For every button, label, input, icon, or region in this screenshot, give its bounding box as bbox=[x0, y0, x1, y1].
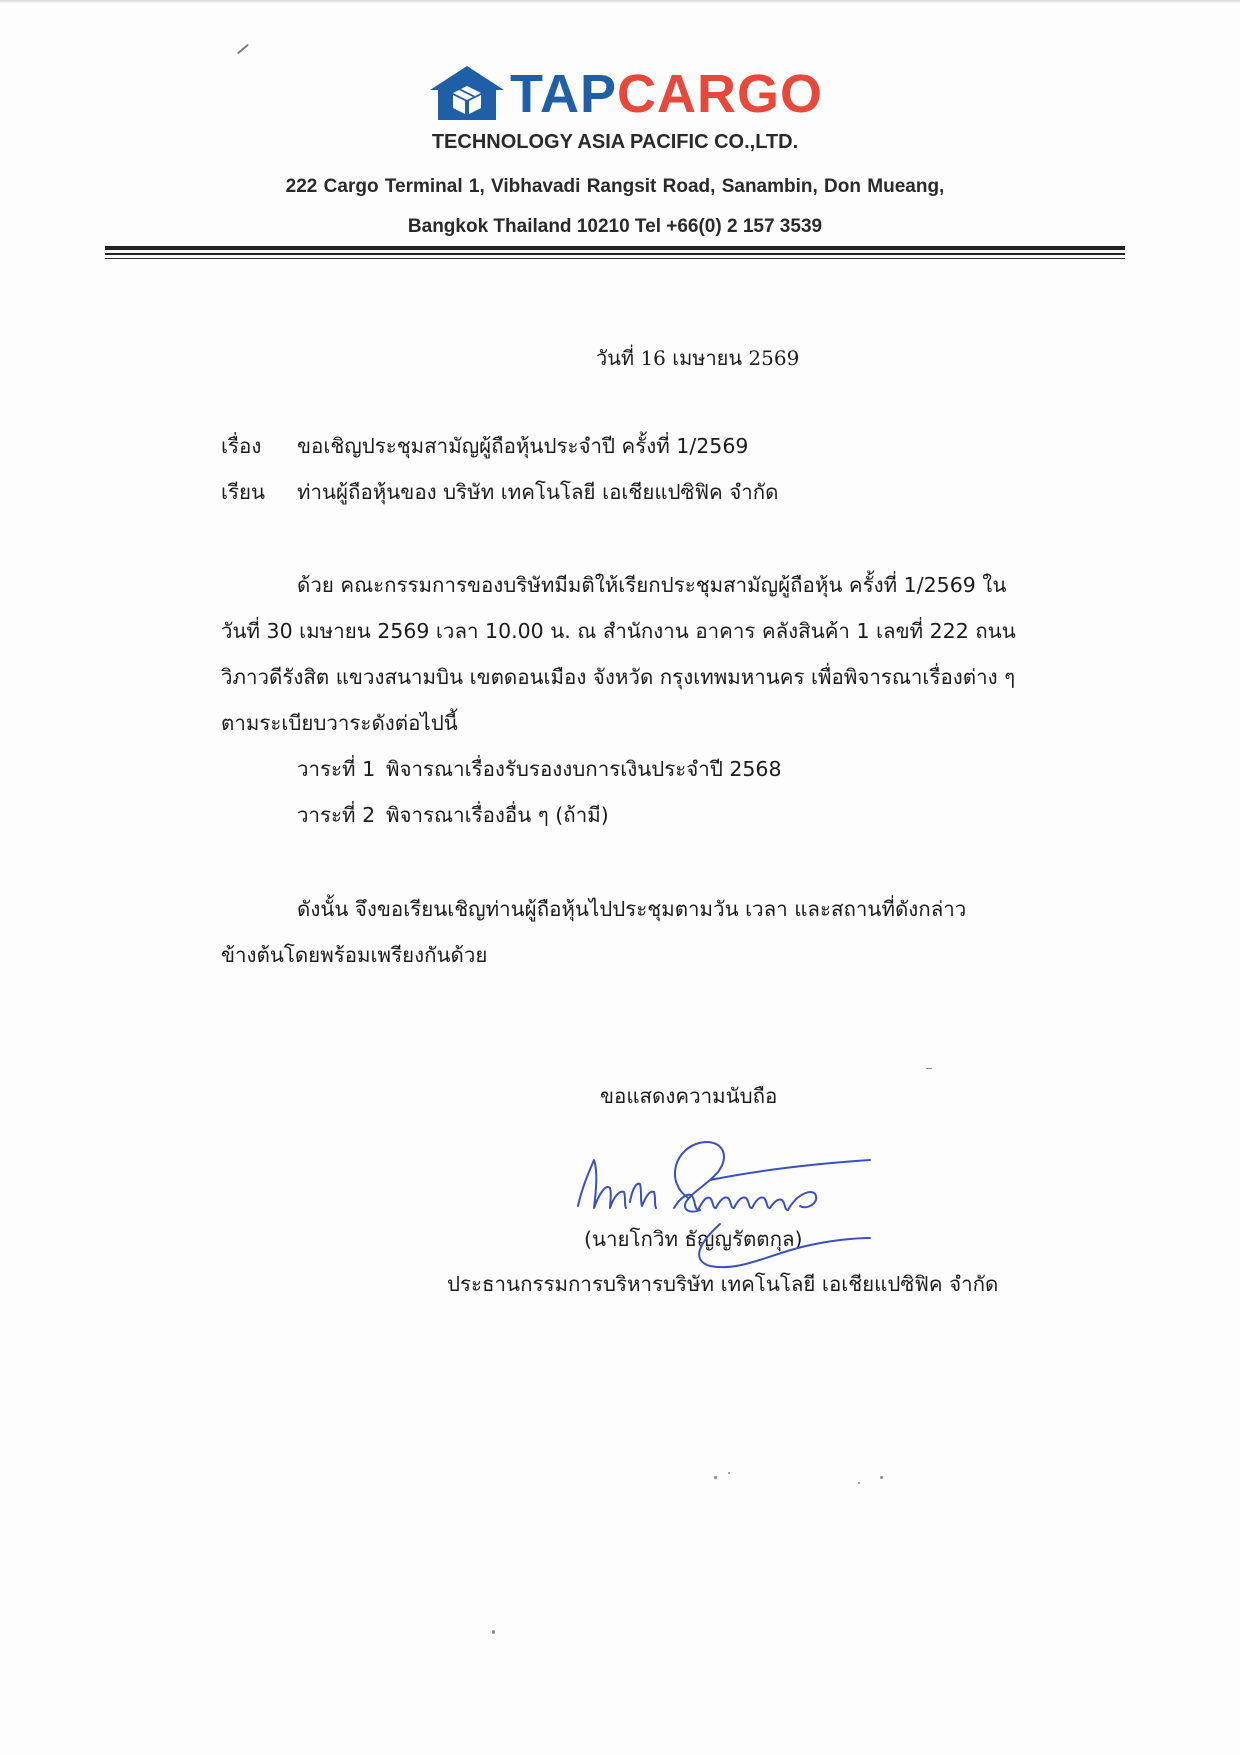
paragraph1-line: ตามระเบียบวาระดังต่อไปนี้ bbox=[221, 711, 458, 735]
scan-speck bbox=[880, 1476, 883, 1479]
signer-name: (นายโกวิท ธัญญรัตตกุล) bbox=[584, 1227, 803, 1251]
recipient-text: ท่านผู้ถือหุ้นของ บริษัท เทคโนโลยี เอเชียแปซิฟิค จำกัด bbox=[297, 480, 779, 504]
subject-label: เรื่อง bbox=[221, 434, 262, 458]
scan-speck bbox=[492, 1630, 495, 1634]
paragraph1-line: ด้วย คณะกรรมการของบริษัทมีมติให้เรียกประชุมสามัญผู้ถือหุ้น ครั้งที่ 1/2569 ใน bbox=[297, 573, 1007, 597]
scan-speck bbox=[858, 1482, 860, 1484]
letterhead-divider-lower bbox=[105, 258, 1125, 259]
scan-edge bbox=[0, 0, 1240, 3]
scan-speck bbox=[926, 1068, 932, 1069]
handwritten-signature bbox=[570, 1122, 890, 1282]
agenda-item-text: พิจารณาเรื่องรับรองงบการเงินประจำปี 2568 bbox=[386, 757, 782, 781]
company-name: TECHNOLOGY ASIA PACIFIC CO.,LTD. bbox=[431, 131, 799, 153]
logo-cargo-text: CARGO bbox=[617, 64, 823, 124]
scan-speck bbox=[714, 1476, 717, 1479]
agenda-item-text: พิจารณาเรื่องอื่น ๆ (ถ้ามี) bbox=[386, 803, 609, 827]
logo-tap-text: TAP bbox=[510, 64, 617, 124]
paragraph1-line: วันที่ 30 เมษายน 2569 เวลา 10.00 น. ณ สำนักงาน อาคาร คลังสินค้า 1 เลขที่ 222 ถนน bbox=[221, 619, 1016, 643]
agenda-item-label: วาระที่ 1 bbox=[297, 757, 376, 781]
box-house-icon bbox=[428, 64, 506, 122]
paragraph2-line: ดังนั้น จึงขอเรียนเชิญท่านผู้ถือหุ้นไปประชุมตามวัน เวลา และสถานที่ดังกล่าว bbox=[297, 897, 967, 921]
signer-title: ประธานกรรมการบริหารบริษัท เทคโนโลยี เอเชียแปซิฟิค จำกัด bbox=[447, 1272, 999, 1296]
letter-date: วันที่ 16 เมษายน 2569 bbox=[596, 346, 800, 370]
subject-text: ขอเชิญประชุมสามัญผู้ถือหุ้นประจำปี ครั้งที่ 1/2569 bbox=[297, 434, 749, 458]
company-address-line1: 222 Cargo Terminal 1, Vibhavadi Rangsit Road, Sanambin, Don Mueang, bbox=[285, 176, 945, 197]
company-address-line2: Bangkok Thailand 10210 Tel +66(0) 2 157 3539 bbox=[407, 216, 823, 237]
recipient-label: เรียน bbox=[221, 480, 266, 504]
letterhead-divider-inner bbox=[105, 253, 1125, 255]
agenda-item-label: วาระที่ 2 bbox=[297, 803, 376, 827]
closing-phrase: ขอแสดงความนับถือ bbox=[600, 1084, 778, 1108]
company-logo bbox=[510, 62, 823, 126]
paragraph1-line: วิภาวดีรังสิต แขวงสนามบิน เขตดอนเมือง จังหวัด กรุงเทพมหานคร เพื่อพิจารณาเรื่องต่าง ๆ bbox=[221, 665, 1016, 689]
scan-speck bbox=[728, 1472, 730, 1474]
paragraph2-line: ข้างต้นโดยพร้อมเพรียงกันด้วย bbox=[221, 943, 488, 967]
letterhead-divider bbox=[105, 246, 1125, 250]
scan-mark bbox=[237, 44, 249, 55]
